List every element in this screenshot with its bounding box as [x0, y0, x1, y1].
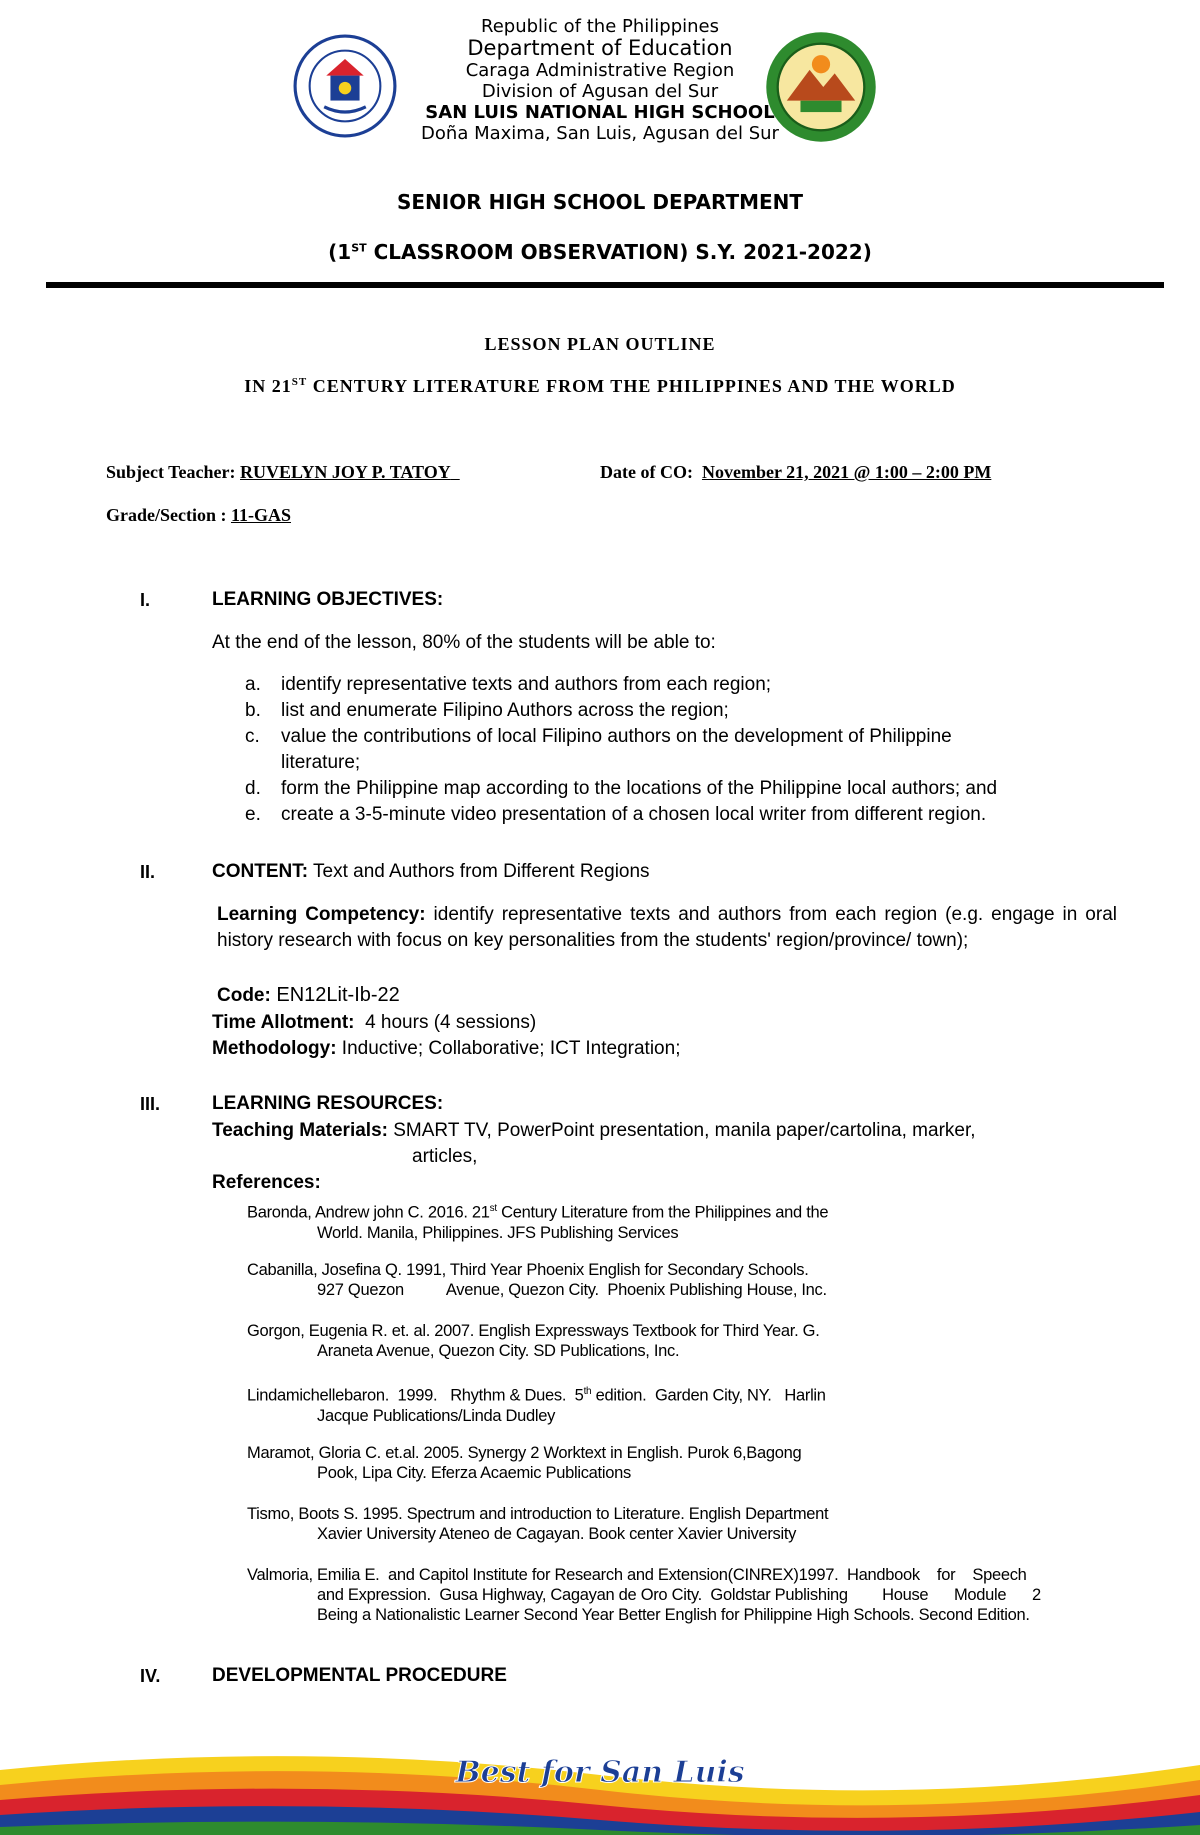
department-title: SENIOR HIGH SCHOOL DEPARTMENT	[396, 190, 804, 214]
section3-title: LEARNING RESOURCES:	[212, 1093, 444, 1114]
date-line: Date of CO: November 21, 2021 @ 1:00 – 2:00 PM	[600, 462, 992, 482]
time-allotment: Time Allotment: 4 hours (4 sessions)	[212, 1012, 537, 1033]
header-line3: Caraga Administrative Region	[465, 60, 735, 81]
list-item: b. list and enumerate Filipino Authors across the region;	[245, 700, 729, 721]
grade-value: 11-GAS	[230, 505, 291, 525]
list-item: c. value the contributions of local Filipino authors on the development of Philippine	[245, 726, 952, 747]
grade-line: Grade/Section : 11-GAS	[106, 505, 291, 525]
objectives-intro: At the end of the lesson, 80% of the students will be able to:	[212, 632, 716, 653]
school-address: Doña Maxima, San Luis, Agusan del Sur	[421, 123, 779, 144]
list-item: d. form the Philippine map according to the locations of the Philippine local authors; and	[245, 778, 998, 799]
section1-number: I.	[140, 590, 151, 610]
observation-title: (1ST CLASSROOM OBSERVATION) S.Y. 2021-2022)	[328, 240, 872, 264]
section3-number: III.	[140, 1094, 161, 1114]
letterhead	[0, 16, 1200, 144]
section4-title: DEVELOPMENTAL PROCEDURE	[212, 1665, 507, 1686]
reference-item: Maramot, Gloria C. et.al. 2005. Synergy 2 Worktext in English. Purok 6,Bagong Pook, Lipa City. Eferza Acaemic Publications	[247, 1444, 802, 1482]
section2-number: II.	[140, 862, 156, 882]
reference-item: Baronda, Andrew john C. 2016. 21st Century Literature from the Philippines and the World. Manila, Philippines. JFS Publishing Services	[247, 1203, 829, 1242]
header-rule	[46, 282, 1164, 288]
reference-item: Valmoria, Emilia E. and Capitol Institute for Research and Extension(CINREX)1997. Handbook for Speech and Expression. Gusa Highway, Cagayan de Oro City. Goldstar Publishing House Module 2 Being a Nationalistic Learner Second Year Better English for Philippine High Schools. Second Edition.	[247, 1566, 1041, 1624]
lesson-plan-title: LESSON PLAN OUTLINE	[484, 334, 716, 354]
lesson-plan-subject: IN 21ST CENTURY LITERATURE FROM THE PHILIPPINES AND THE WORLD	[244, 376, 956, 396]
list-item: e. create a 3-5-minute video presentation of a chosen local writer from different region.	[245, 804, 987, 825]
date-value: November 21, 2021 @ 1:00 – 2:00 PM	[701, 462, 992, 482]
footer-banner	[0, 1730, 1200, 1835]
header-line4: Division of Agusan del Sur	[481, 81, 719, 102]
list-item: literature;	[281, 752, 361, 773]
reference-item: Lindamichellebaron. 1999. Rhythm & Dues. 5th edition. Garden City, NY. Harlin Jacque Publications/Linda Dudley	[247, 1386, 826, 1425]
teaching-materials-cont: articles,	[412, 1146, 478, 1167]
code-line: Code: EN12Lit-Ib-22	[217, 984, 400, 1006]
learning-competency: Learning Competency: identify representative texts and authors from each region (e.g. engage in oral history research with focus on key personalities from the students' region/province/ town);	[217, 904, 1117, 951]
header-line2: Department of Education	[467, 36, 733, 60]
teacher-line: Subject Teacher: RUVELYN JOY P. TATOY	[106, 462, 451, 482]
teaching-materials: Teaching Materials: SMART TV, PowerPoint presentation, manila paper/cartolina, marker,	[212, 1120, 976, 1141]
section4-number: IV.	[140, 1666, 161, 1686]
references-label: References:	[212, 1172, 321, 1193]
list-item: a. identify representative texts and authors from each region;	[245, 674, 772, 695]
reference-item: Tismo, Boots S. 1995. Spectrum and introduction to Literature. English Department Xavier University Ateneo de Cagayan. Book center Xavier University	[247, 1505, 829, 1543]
header-line1: Republic of the Philippines	[481, 16, 719, 37]
methodology: Methodology: Inductive; Collaborative; ICT Integration;	[212, 1038, 681, 1059]
reference-item: Cabanilla, Josefina Q. 1991, Third Year Phoenix English for Secondary Schools. 927 Quezon Avenue, Quezon City. Phoenix Publishing House, Inc.	[247, 1261, 827, 1299]
teacher-name: RUVELYN JOY P. TATOY	[240, 462, 451, 482]
school-name: SAN LUIS NATIONAL HIGH SCHOOL	[425, 102, 775, 123]
objectives-list	[245, 672, 997, 828]
section1-title: LEARNING OBJECTIVES:	[212, 589, 444, 610]
section2-title: CONTENT: Text and Authors from Different Regions	[212, 861, 650, 882]
reference-item: Gorgon, Eugenia R. et. al. 2007. English Expressways Textbook for Third Year. G. Araneta Avenue, Quezon City. SD Publications, Inc.	[247, 1322, 820, 1360]
footer-slogan: Best for San Luis	[455, 1755, 745, 1790]
